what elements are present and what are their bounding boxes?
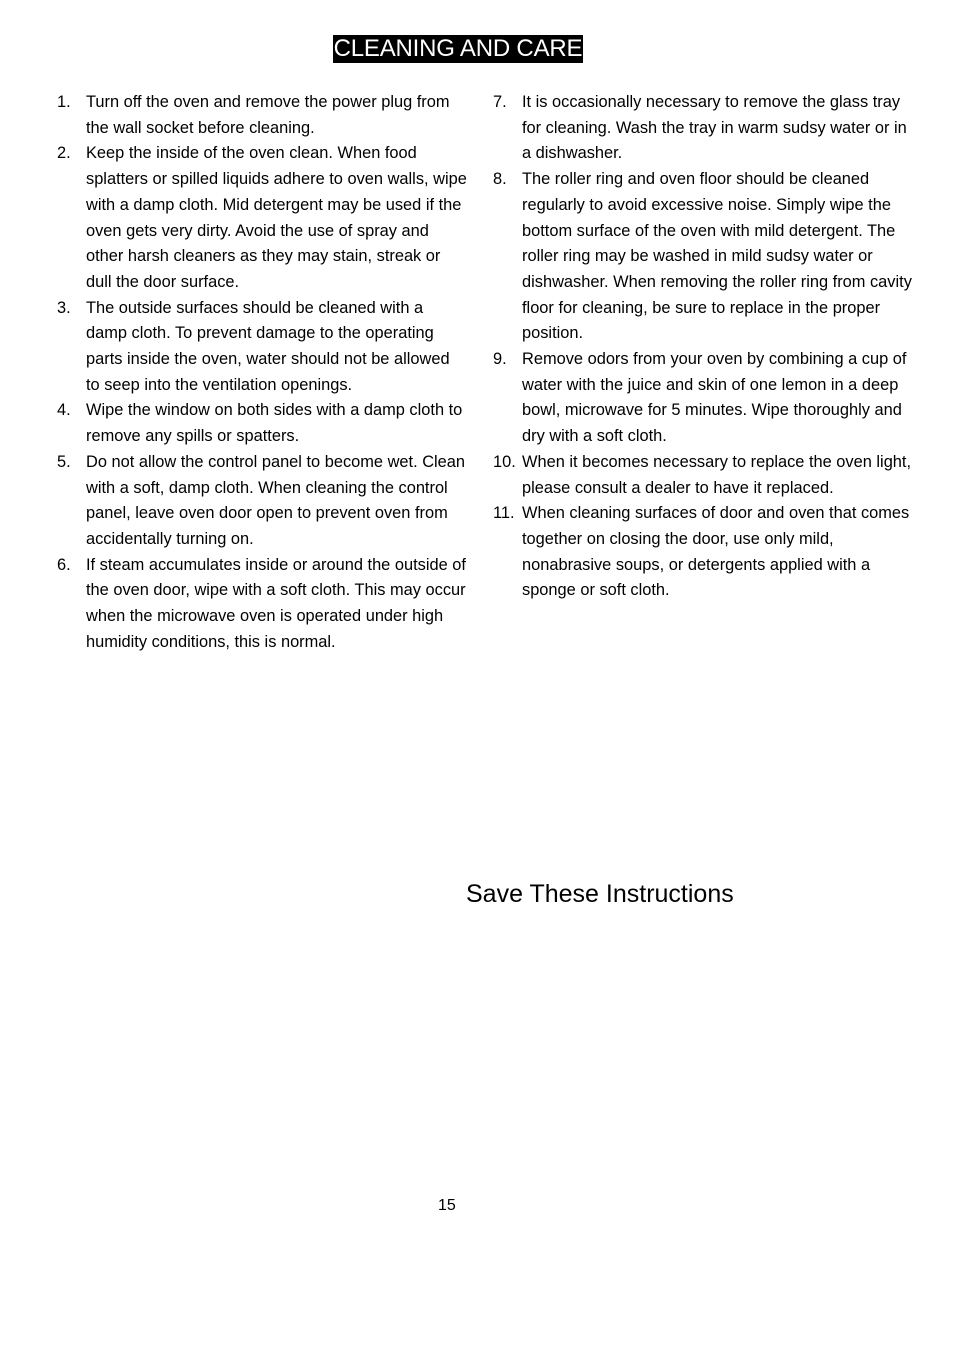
item-number: 6. [57, 555, 71, 574]
item-text: Do not allow the control panel to become wet. Clean with a soft, damp cloth. When cleaning the control panel, leave oven door open to prevent oven from accidentally turning on. [86, 452, 466, 548]
item-text: It is occasionally necessary to remove the glass tray for cleaning. Wash the tray in warm sudsy water or in a dishwasher. [522, 93, 907, 163]
item-text: Remove odors from your oven by combining a cup of water with the juice and skin of one lemon in a deep bowl, microwave for 5 minutes. Wipe thoroughly and dry with a soft cloth. [522, 350, 907, 446]
list-item [493, 501, 913, 604]
list-item [57, 553, 467, 656]
page-title [0, 35, 916, 63]
list-item [57, 90, 467, 141]
item-text: Wipe the window on both sides with a damp cloth to remove any spills or spatters. [86, 401, 463, 446]
item-text: The roller ring and oven floor should be cleaned regularly to avoid excessive noise. Simply wipe the bottom surface of the oven with mild detergent. The roller ring may be washed in mild sudsy water or dishwasher. When removing the roller ring from cavity floor for cleaning, be sure to replace in the proper position. [522, 170, 912, 343]
item-text: When it becomes necessary to replace the oven light, please consult a dealer to have it replaced. [522, 452, 912, 497]
item-number: 5. [57, 452, 71, 471]
item-text: Turn off the oven and remove the power plug from the wall socket before cleaning. [86, 93, 450, 137]
item-number: 11. [493, 504, 515, 523]
list-item [57, 450, 467, 553]
list-item [493, 450, 913, 501]
page-title-text: CLEANING AND CARE [333, 35, 583, 62]
item-number: 2. [57, 144, 71, 163]
page-number: 15 [438, 1197, 456, 1214]
item-number: 3. [57, 298, 71, 317]
save-instructions-note: Save These Instructions [466, 880, 734, 908]
item-number: 8. [493, 170, 507, 189]
list-item [493, 90, 913, 167]
item-number: 4. [57, 401, 71, 420]
list-item [493, 167, 913, 347]
list-item [57, 398, 467, 449]
item-number: 7. [493, 93, 507, 111]
item-number: 10. [493, 452, 516, 471]
cleaning-list-left [57, 90, 467, 655]
item-number: 1. [57, 93, 71, 111]
item-text: If steam accumulates inside or around the outside of the oven door, wipe with a soft cloth. This may occur when the microwave oven is operated under high humidity conditions, this is normal. [86, 555, 466, 651]
item-text: Keep the inside of the oven clean. When food splatters or spilled liquids adhere to oven walls, wipe with a damp cloth. Mid detergent may be used if the oven gets very dirty. Avoid the use of spray and other harsh cleaners as they may stain, streak or dull the door surface. [86, 144, 467, 291]
list-item [493, 347, 913, 450]
item-number: 9. [493, 350, 507, 369]
item-text: When cleaning surfaces of door and oven that comes together on closing the door, use only mild, nonabrasive soups, or detergents applied with a sponge or soft cloth. [522, 504, 910, 600]
item-text: The outside surfaces should be cleaned with a damp cloth. To prevent damage to the operating parts inside the oven, water should not be allowed to seep into the ventilation openings. [86, 298, 450, 394]
list-item [57, 141, 467, 295]
list-item [57, 296, 467, 399]
cleaning-list-right [493, 90, 913, 604]
